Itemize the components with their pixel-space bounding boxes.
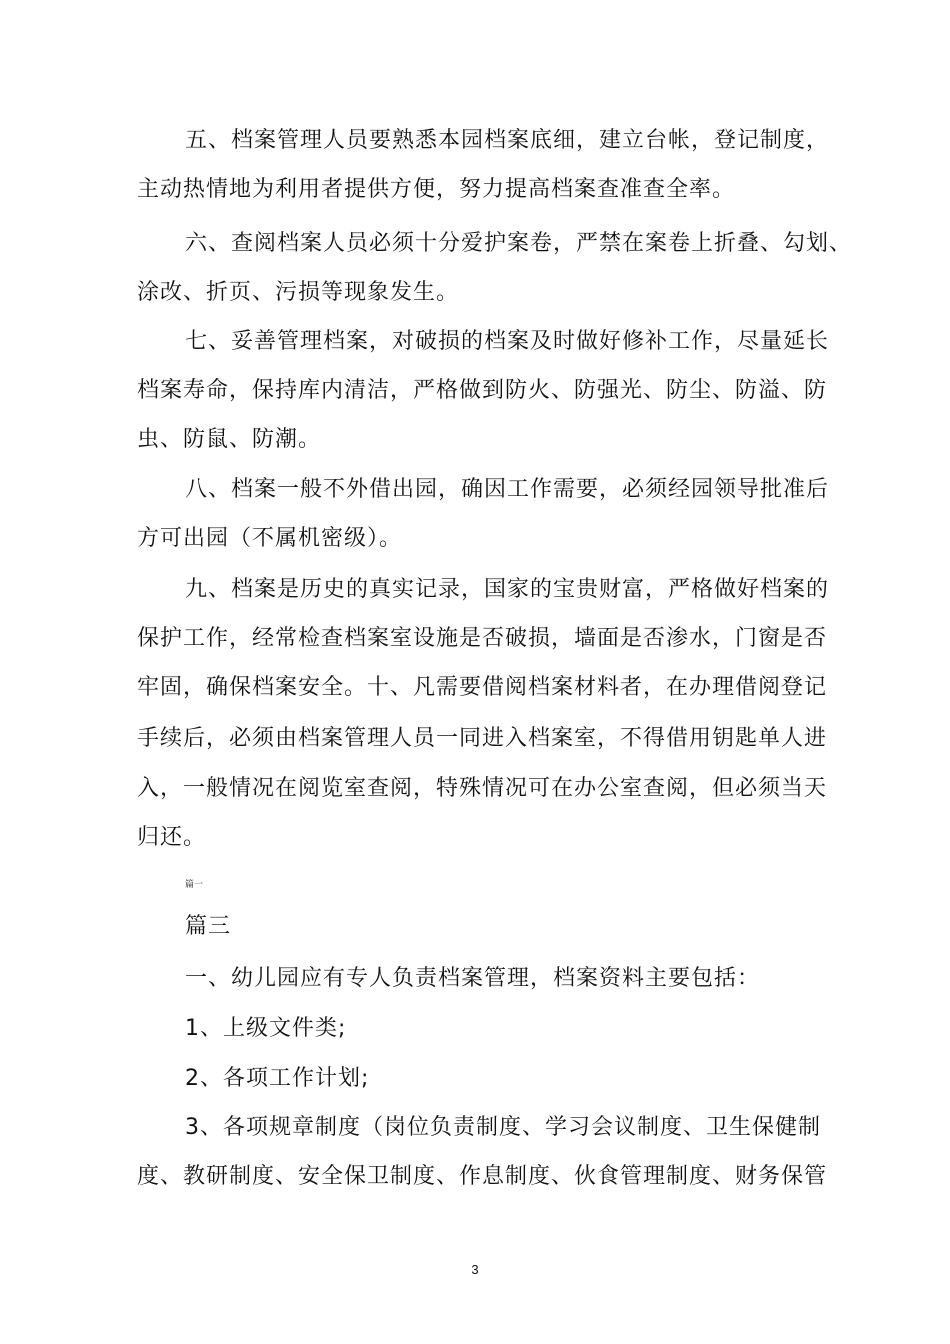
page-number: 3 bbox=[471, 1262, 479, 1277]
paragraph-8-line-2: 方可出园（不属机密级）。 bbox=[137, 526, 403, 551]
section3-item-1: 一、幼儿园应有专人负责档案管理，档案资料主要包括： bbox=[185, 966, 761, 991]
paragraph-9-line-4: 手续后，必须由档案管理人员一同进入档案室，不得借用钥匙单人进 bbox=[137, 726, 828, 751]
small-section-mark: 篇一 bbox=[185, 880, 204, 890]
section-heading: 篇三 bbox=[185, 914, 232, 939]
paragraph-9-line-5: 入，一般情况在阅览室查阅，特殊情况可在办公室查阅，但必须当天 bbox=[137, 776, 828, 801]
paragraph-9-line-1: 九、档案是历史的真实记录，国家的宝贵财富，严格做好档案的 bbox=[185, 577, 830, 602]
paragraph-9-line-2: 保护工作，经常检查档案室设施是否破损，墙面是否渗水，门窗是否 bbox=[137, 626, 828, 651]
list-item-2: 2、各项工作计划; bbox=[185, 1066, 370, 1091]
paragraph-7-line-2: 档案寿命，保持库内清洁，严格做到防火、防强光、防尘、防溢、防 bbox=[137, 378, 828, 403]
paragraph-7-line-3: 虫、防鼠、防潮。 bbox=[137, 427, 322, 452]
paragraph-9-line-3: 牢固，确保档案安全。十、凡需要借阅档案材料者，在办理借阅登记 bbox=[137, 675, 828, 700]
paragraph-5-line-2: 主动热情地为利用者提供方便，努力提高档案查准查全率。 bbox=[137, 177, 736, 202]
paragraph-9-line-6: 归还。 bbox=[137, 825, 207, 850]
paragraph-8-line-1: 八、档案一般不外借出园，确因工作需要，必须经园领导批准后 bbox=[185, 477, 830, 502]
paragraph-6-line-1: 六、查阅档案人员必须十分爱护案卷，严禁在案卷上折叠、勾划、 bbox=[185, 231, 853, 256]
paragraph-7-line-1: 七、妥善管理档案，对破损的档案及时做好修补工作，尽量延长 bbox=[185, 329, 830, 354]
list-item-1: 1、上级文件类; bbox=[185, 1016, 347, 1041]
list-item-3-line-1: 3、各项规章制度（岗位负责制度、学习会议制度、卫生保健制 bbox=[185, 1115, 821, 1140]
list-item-3-line-2: 度、教研制度、安全保卫制度、作息制度、伙食管理制度、财务保管 bbox=[137, 1164, 828, 1189]
paragraph-5-line-1: 五、档案管理人员要熟悉本园档案底细，建立台帐，登记制度， bbox=[185, 128, 830, 153]
paragraph-6-line-2: 涂改、折页、污损等现象发生。 bbox=[137, 280, 460, 305]
